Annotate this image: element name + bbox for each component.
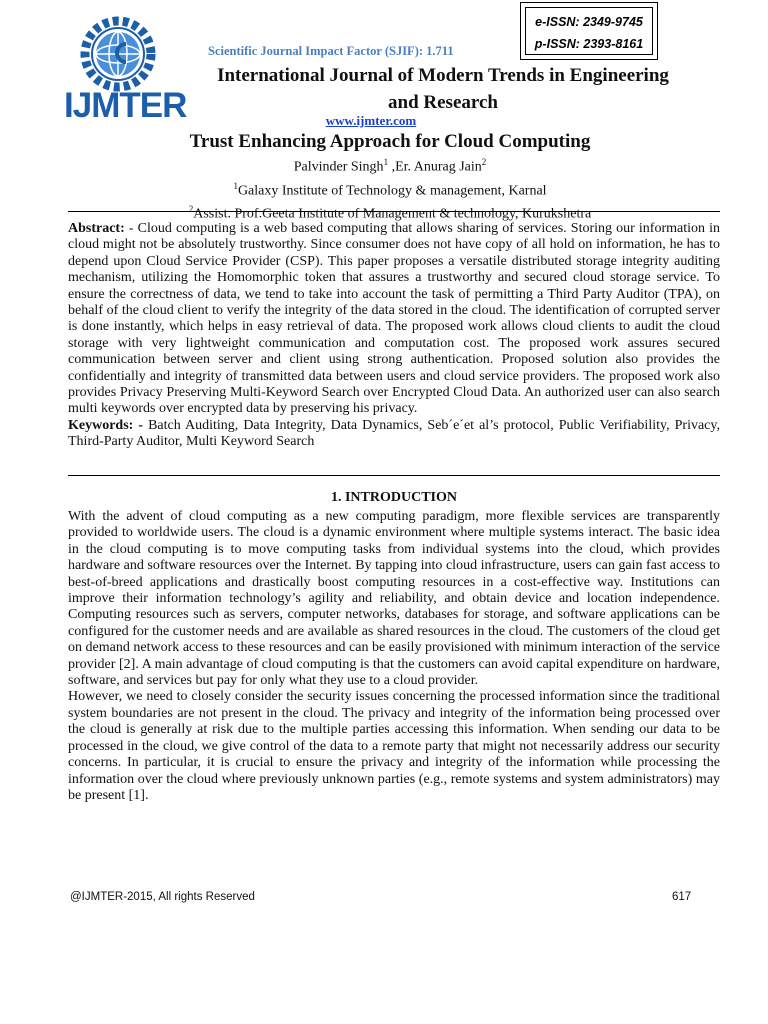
affiliation-1: $^1$Galaxy Institute of Technology & management, Karnal: [233, 180, 547, 199]
keywords-label: Keywords: -: [68, 417, 144, 433]
introduction-body: [68, 509, 720, 804]
journal-url-link[interactable]: www.ijmter.com: [325, 113, 417, 128]
gear-globe-icon: [64, 14, 172, 92]
pissn: p-ISSN: 2393-8161: [534, 37, 644, 51]
footer-copyright: @IJMTER-2015, All rights Reserved: [70, 891, 255, 903]
impact-factor: Scientific Journal Impact Factor (SJIF): 1.711: [208, 44, 454, 58]
keywords-text: Batch Auditing, Data Integrity, Data Dynamics, Seb´e´et al’s protocol, Public Verifiability, Privacy, Third-Party Auditor, Multi Keyword Search: [68, 417, 720, 450]
eissn: e-ISSN: 2349-9745: [535, 15, 643, 29]
journal-title-line1: International Journal of Modern Trends in Engineering: [217, 65, 669, 86]
author-1: Palvinder Singh: [293, 159, 384, 175]
intro-paragraph-1: With the advent of cloud computing as a new computing paradigm, more flexible services are transparently provided to worldwide users. The cloud is a dynamic environment where multiple systems interact. The basic idea in the cloud computing is to move computing tasks from individual systems into the cloud, which provides hardware and software resources over the Internet. By tapping into cloud infrastructure, users can gain fast access to best-of-breed applications and drastically boost computing resources in a cost-effective way. Institutions can improve their information technology’s agility and reliability, and obtain device and location independence. Computing resources such as servers, computer networks, databases for storage, and software applications can be configured for the customer needs and are available as shared resources in the cloud. The customers of the cloud get on demand network access to these resources and can be easily provisioned with minimum interaction of the service provider [2]. A main advantage of cloud computing is that the customers can avoid capital expenditure on hardware, software, and services but pay for only what they use to a cloud provider.: [68, 509, 720, 689]
abstract-label: Abstract:: [68, 221, 125, 236]
intro-paragraph-2: However, we need to closely consider the security issues concerning the processed information since the traditional system boundaries are not present in the cloud. The privacy and integrity of the information being processed over the cloud is generally at risk due to the multiple parties accessing this information. When sending our data to be processed in the cloud, we give control of the data to a remote party that might not necessarily address our security concerns. In particular, it is crucial to ensure the privacy and integrity of the information while processing the information over the cloud where previously unknown parties (e.g., remote systems and system administrators) may be present [1].: [68, 689, 720, 803]
abstract-paragraph: [68, 221, 720, 418]
section-heading-introduction: 1. INTRODUCTION: [330, 490, 457, 505]
keywords-paragraph: [68, 418, 720, 451]
journal-title: [178, 62, 708, 116]
paper-title: Trust Enhancing Approach for Cloud Computing: [189, 131, 591, 152]
logo-text: IJMTER: [64, 86, 187, 125]
author-line: Palvinder Singh$^1$ ,Er. Anurag Jain$^2$: [293, 157, 487, 175]
affiliation-2: $^2$Assist. Prof.Geeta Institute of Management & technology, Kurukshetra: [188, 204, 592, 222]
page-number: 617: [672, 891, 692, 903]
issn-box: [520, 2, 658, 60]
journal-title-line2: and Research: [388, 92, 498, 113]
journal-logo: [64, 14, 187, 126]
abstract-section: [68, 211, 720, 476]
author-2: Anurag Jain: [413, 159, 482, 175]
abstract-text: - Cloud computing is a web based computing that allows sharing of services. Storing our information in cloud might not be absolutely trustworthy. Since consumer does not have copy of all hold on information, he has to depend upon Cloud Service Provider (CSP). This paper proposes a versatile distributed storage integrity auditing mechanism, utilizing the Homomorphic token that assures a trustworthy and secured cloud storage service. To ensure the correctness of data, we tend to take into account the task of permitting a Third Party Auditor (TPA), on behalf of the cloud client to verify the integrity of the data stored in the cloud. The identification of corrupted server is done instantly, which helps in easy retrieval of data. The proposed work allows cloud clients to audit the cloud storage with very lightweight communication and computation cost. The proposed work assures secured communication between server and client using strong authentication. Proposed solution also provides the confidentially and integrity of transmitted data between users and cloud service providers. The proposed work also provides Privacy Preserving Multi-Keyword Search over Encrypted Cloud Data. An authorized user can also search multi keywords over encrypted data by preserving his privacy.: [68, 221, 720, 417]
